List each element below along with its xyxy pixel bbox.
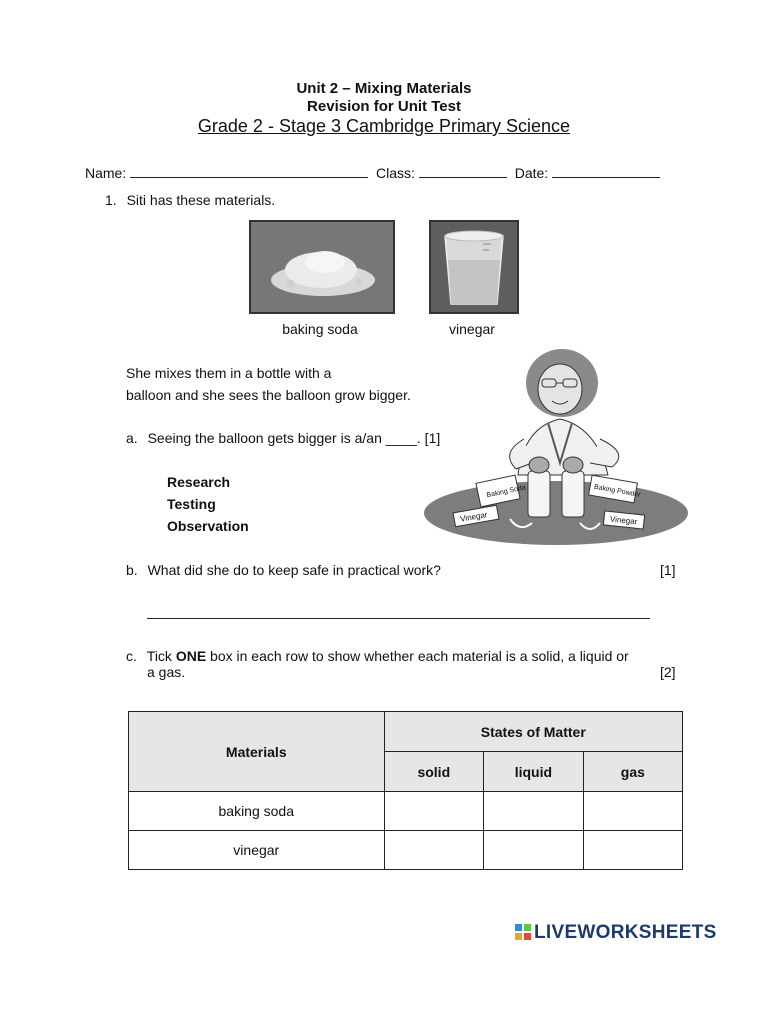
illus-label-1: Baking Powder	[593, 483, 642, 499]
column-solid: solid	[384, 752, 484, 792]
scientist-mixing-icon	[420, 343, 688, 553]
class-field[interactable]	[419, 163, 507, 178]
states-of-matter-table	[128, 711, 683, 870]
vinegar-caption: vinegar	[449, 321, 495, 337]
tick-box-vinegar-gas[interactable]	[583, 831, 682, 870]
baking-soda-pile-icon	[251, 222, 393, 312]
option-testing[interactable]: Testing	[167, 496, 216, 512]
table-row	[129, 831, 683, 870]
intro-line-1: She mixes them in a bottle with a	[126, 365, 332, 381]
row-label-baking-soda: baking soda	[129, 792, 385, 831]
part-b-text: What did she do to keep safe in practical work?	[147, 562, 441, 578]
tick-box-baking-soda-liquid[interactable]	[484, 792, 584, 831]
logo-text: LIVEWORKSHEETS	[534, 922, 717, 943]
part-c-text-line2: a gas.	[147, 664, 186, 680]
student-info-row	[85, 163, 660, 181]
illus-label-0: Baking Soda	[486, 484, 527, 500]
tick-box-vinegar-liquid[interactable]	[484, 831, 584, 870]
question-1	[105, 192, 275, 208]
illus-label-3: Vinegar	[609, 514, 638, 527]
question-1a	[126, 430, 440, 446]
option-research[interactable]: Research	[167, 474, 231, 490]
name-field[interactable]	[130, 163, 368, 178]
row-label-vinegar: vinegar	[129, 831, 385, 870]
title-revision: Revision for Unit Test	[307, 98, 461, 115]
question-1c	[126, 648, 629, 664]
title-unit: Unit 2 – Mixing Materials	[296, 80, 472, 97]
option-observation[interactable]: Observation	[167, 518, 249, 534]
scientist-illustration	[420, 343, 688, 553]
states-header: States of Matter	[384, 712, 682, 752]
part-c-prefix: c.	[126, 648, 137, 664]
date-label: Date:	[514, 165, 549, 181]
question-stem: Siti has these materials.	[126, 192, 276, 208]
liveworksheets-logo	[515, 922, 717, 944]
part-c-text-before: Tick	[146, 648, 176, 664]
tick-box-vinegar-solid[interactable]	[384, 831, 484, 870]
tick-box-baking-soda-solid[interactable]	[384, 792, 484, 831]
tick-box-baking-soda-gas[interactable]	[583, 792, 682, 831]
part-c-text-bold: ONE	[175, 648, 207, 664]
baking-soda-image	[249, 220, 395, 314]
illus-label-2: Vinegar	[459, 510, 489, 524]
part-a-prefix: a.	[126, 430, 138, 446]
class-label: Class:	[376, 165, 415, 181]
name-label: Name:	[85, 165, 127, 181]
question-1b	[126, 562, 441, 578]
intro-line-2: balloon and she sees the balloon grow bigger.	[126, 387, 411, 403]
part-a-text: Seeing the balloon gets bigger is a/an ____. [1]	[147, 430, 441, 446]
column-liquid: liquid	[484, 752, 584, 792]
title-grade: Grade 2 - Stage 3 Cambridge Primary Science	[197, 116, 571, 136]
part-b-prefix: b.	[126, 562, 138, 578]
baking-soda-caption: baking soda	[282, 321, 358, 337]
materials-header: Materials	[129, 712, 385, 792]
vinegar-cup-icon	[431, 222, 517, 312]
table-row	[129, 792, 683, 831]
vinegar-image	[429, 220, 519, 314]
question-number: 1.	[105, 192, 117, 208]
liveworksheets-grid-icon	[515, 924, 531, 940]
date-field[interactable]	[552, 163, 660, 178]
column-gas: gas	[583, 752, 682, 792]
part-b-answer-line[interactable]	[147, 618, 650, 619]
part-b-marks: [1]	[660, 562, 676, 578]
part-c-marks: [2]	[660, 664, 676, 680]
part-c-text-after: box in each row to show whether each material is a solid, a liquid or	[206, 648, 629, 664]
